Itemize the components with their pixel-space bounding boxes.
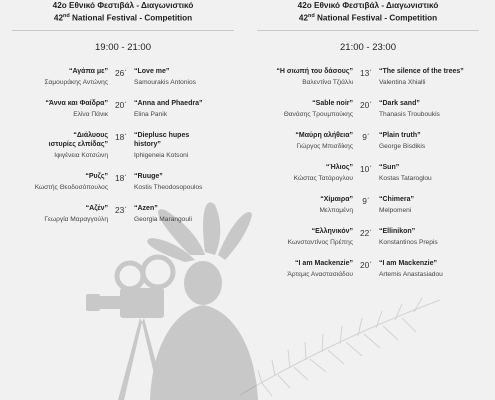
director-greek: Κωστής Θεοδοσόπουλος: [34, 183, 108, 191]
film-duration: 9΄: [362, 195, 370, 206]
film-entry: [253, 227, 483, 247]
film-title-greek: “Αγάπα με”: [68, 67, 108, 75]
camera-woman-illustration: [86, 202, 258, 400]
film-title-greek: “Sable noir”: [312, 99, 353, 107]
director-english: Artemis Anastasiadou: [379, 270, 443, 278]
film-title-greek: “Ήλιος”: [325, 163, 353, 171]
director-english: Konstantinos Prepis: [379, 238, 438, 246]
film-title-greek: “Μαύρη αλήθεια”: [295, 131, 353, 139]
director-english: Samourakis Antonios: [134, 78, 196, 86]
film-entry: [253, 259, 483, 279]
film-duration: 20΄: [114, 99, 128, 110]
film-title-greek: “Ρυζς”: [85, 172, 108, 180]
time-slot: 21:00 - 23:00: [340, 41, 396, 53]
film-title-greek: “Χίμαιρα”: [320, 195, 353, 203]
film-entry: [253, 131, 483, 151]
film-entry: [8, 172, 238, 192]
film-duration: 20΄: [359, 99, 373, 110]
film-title-greek: “Ελληνικόν”: [311, 227, 353, 235]
director-greek: Γεωργία Μαραγγούλη: [44, 215, 108, 223]
film-duration: 18΄: [114, 131, 128, 142]
festival-title-english: 42nd National Festival - Competition: [298, 13, 438, 23]
film-title-english: “Plain truth”: [379, 131, 421, 139]
director-english: Kostis Theodosopoulos: [134, 183, 203, 191]
film-title-english: “Sun”: [379, 163, 400, 171]
film-title-greek: “Διάλυους ιστυρίες ελπίδας”: [48, 131, 108, 148]
director-greek: Γιώργος Μπισδίκης: [296, 142, 353, 150]
film-entry: [8, 99, 238, 119]
film-duration: 10΄: [359, 163, 373, 174]
film-entry: [253, 195, 483, 215]
program-column-left: [8, 0, 238, 224]
film-title-english: “Azen”: [134, 204, 158, 212]
director-greek: Ελίνα Πάνικ: [73, 110, 108, 118]
director-english: Georgia Marangouli: [134, 215, 192, 223]
film-duration: 13΄: [359, 67, 373, 78]
director-greek: Κώστας Τατάρογλου: [293, 174, 353, 182]
director-greek: Κωνσταντίνος Πρέπης: [287, 238, 353, 246]
film-title-english: “Ellinikon”: [379, 227, 416, 235]
director-english: Valentina Xhialli: [379, 78, 426, 86]
film-title-greek: “I am Mackenzie”: [295, 259, 353, 267]
film-duration: 18΄: [114, 172, 128, 183]
director-english: Iphigeneia Kotsoni: [134, 151, 189, 159]
film-title-greek: “Η σιωπή του δάσους”: [276, 67, 353, 75]
film-title-english: “The silence of the trees”: [379, 67, 464, 75]
director-greek: Άρτεμις Αναστασιάδου: [287, 270, 353, 278]
film-title-english: “Ruuge”: [134, 172, 163, 180]
film-title-english: “Dieplusc hupes history”: [134, 131, 190, 148]
film-entry: [253, 67, 483, 87]
film-title-english: “I am Mackenzie”: [379, 259, 437, 267]
director-english: Elina Panik: [134, 110, 167, 118]
director-english: Melpomeni: [379, 206, 412, 214]
film-entry: [253, 163, 483, 183]
header-divider: [257, 30, 479, 31]
director-english: Kostas Tataroglou: [379, 174, 432, 182]
film-duration: 23΄: [114, 204, 128, 215]
header-divider: [12, 30, 234, 31]
festival-title-greek: 42ο Εθνικό Φεστιβάλ - Διαγωνιστικό: [52, 1, 194, 10]
director-greek: Σαμουράκης Αντώνης: [44, 78, 108, 86]
film-entry: [8, 131, 238, 160]
film-title-english: “Chimera”: [379, 195, 415, 203]
film-duration: 26΄: [114, 67, 128, 78]
film-title-english: “Love me”: [134, 67, 170, 75]
program-column-right: [253, 0, 483, 279]
director-greek: Βαλεντίνα Τζιάλλι: [302, 78, 353, 86]
film-title-greek: “Άννα και Φαίδρα”: [45, 99, 108, 107]
director-english: George Bisdikis: [379, 142, 426, 150]
festival-title-english: 42nd National Festival - Competition: [53, 13, 193, 23]
director-english: Thanasis Trouboukis: [379, 110, 440, 118]
film-title-english: “Anna and Phaedra”: [134, 99, 203, 107]
film-title-english: “Dark sand”: [379, 99, 420, 107]
film-duration: 20΄: [359, 259, 373, 270]
feather-illustration: [240, 298, 440, 396]
director-greek: Ιφιγένεια Κοτσώνη: [54, 151, 108, 159]
festival-title-greek: 42ο Εθνικό Φεστιβάλ - Διαγωνιστικό: [297, 1, 439, 10]
director-greek: Θανάσης Τρουμπούκης: [283, 110, 353, 118]
film-title-greek: “Αζέν”: [85, 204, 108, 212]
film-entry: [253, 99, 483, 119]
film-duration: 22΄: [359, 227, 373, 238]
director-greek: Μελπομένη: [319, 206, 353, 214]
film-entry: [8, 67, 238, 87]
film-duration: 9΄: [362, 131, 370, 142]
time-slot: 19:00 - 21:00: [95, 41, 151, 53]
film-entry: [8, 204, 238, 224]
